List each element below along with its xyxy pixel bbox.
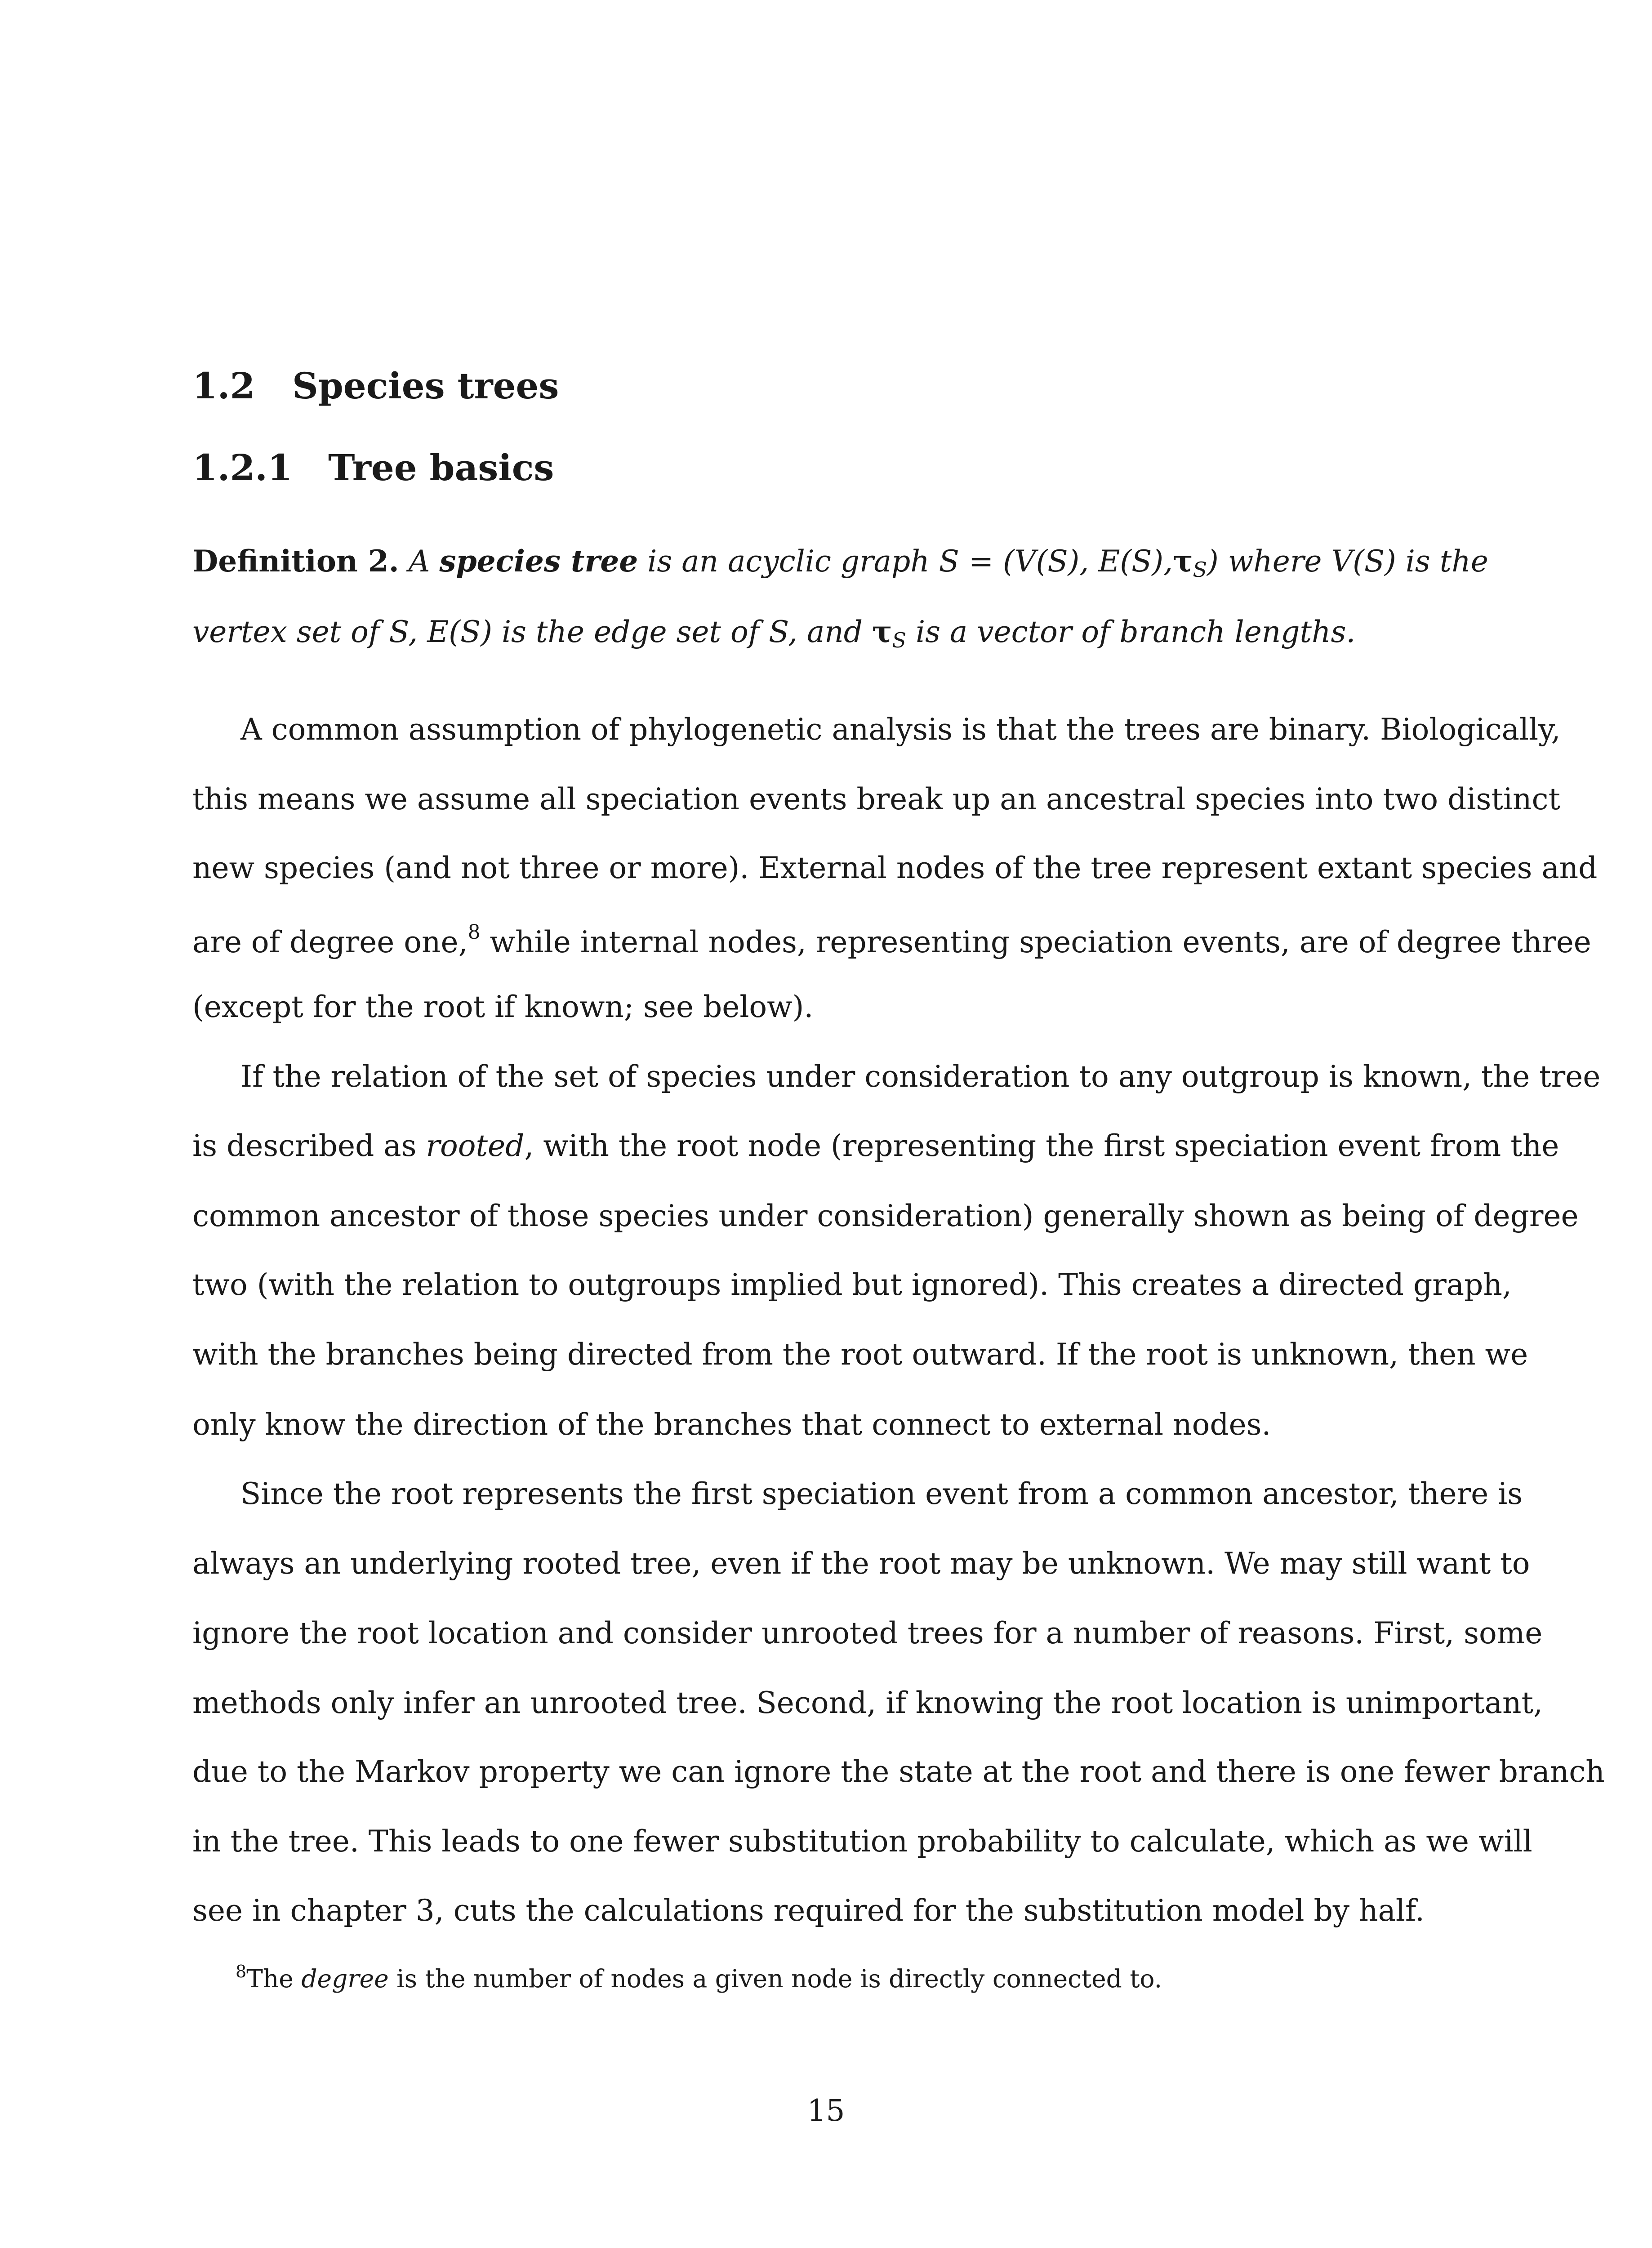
tau-symbol: τ [1173, 544, 1193, 579]
page-number: 15 [807, 2093, 845, 2128]
paragraph-line: common ancestor of those species under consideration) generally shown as being of degree [192, 1199, 1579, 1233]
footnote-mark: 8 [236, 1962, 247, 1981]
definition-text: vertex set of S, E(S) is the edge set of S, and [192, 615, 863, 649]
footnote [236, 1963, 1162, 1991]
definition-text: is an acyclic graph S = (V(S), E(S), [647, 544, 1173, 579]
definition-text: is a vector of branch lengths. [915, 615, 1356, 649]
paragraph-line [192, 1128, 1559, 1163]
section-heading [192, 365, 559, 407]
paragraph-line: new species (and not three or more). External nodes of the tree represent extant species and [192, 851, 1598, 885]
section-number: 1.2 [192, 365, 255, 407]
paragraph-line: in the tree. This leads to one fewer substitution probability to calculate, which as we will [192, 1824, 1532, 1859]
paragraph-line: methods only infer an unrooted tree. Second, if knowing the root location is unimportant, [192, 1686, 1543, 1720]
paragraph-line: If the relation of the set of species under consideration to any outgroup is known, the tree [240, 1059, 1601, 1094]
defined-term: species tree [439, 544, 638, 579]
tau-subscript: S [1193, 558, 1207, 582]
footnote-text: The [246, 1964, 294, 1993]
paragraph-line: ignore the root location and consider unrooted trees for a number of reasons. First, some [192, 1616, 1543, 1650]
paragraph-line: with the branches being directed from the root outward. If the root is unknown, then we [192, 1337, 1528, 1372]
paragraph-line: see in chapter 3, cuts the calculations required for the substitution model by half. [192, 1893, 1425, 1928]
paragraph-line: always an underlying rooted tree, even if the root may be unknown. We may still want to [192, 1546, 1530, 1581]
subsection-heading [192, 446, 554, 489]
subsection-number: 1.2.1 [192, 446, 293, 489]
paragraph-text: , with the root node (representing the first speciation event from the [524, 1128, 1559, 1163]
definition-line-2 [192, 614, 1456, 652]
definition-text: A [408, 544, 430, 579]
footnote-reference[interactable]: 8 [468, 921, 481, 944]
paragraph-line: (except for the root if known; see below). [192, 990, 814, 1024]
paragraph-line: only know the direction of the branches that connect to external nodes. [192, 1407, 1271, 1442]
paragraph-line: Since the root represents the first speciation event from a common ancestor, there is [240, 1476, 1523, 1511]
paragraph-line: this means we assume all speciation events break up an ancestral species into two distinct [192, 782, 1560, 816]
footnote-emphasis: degree [301, 1964, 389, 1993]
definition-text: ) where V(S) is the [1207, 544, 1488, 579]
tau-subscript: S [892, 628, 906, 652]
subsection-title: Tree basics [328, 446, 554, 489]
paragraph-line: two (with the relation to outgroups implied but ignored). This creates a directed graph, [192, 1267, 1512, 1302]
definition-line-1 [192, 544, 1488, 582]
paragraph-line [192, 921, 1591, 959]
section-title: Species trees [292, 365, 559, 407]
tau-symbol: τ [872, 614, 892, 649]
paragraph-line: due to the Markov property we can ignore the state at the root and there is one fewer branch [192, 1754, 1605, 1789]
paragraph-text: are of degree one, [192, 925, 468, 959]
paragraph-text: while internal nodes, representing speciation events, are of degree three [480, 925, 1591, 959]
footnote-text: is the number of nodes a given node is directly connected to. [396, 1964, 1162, 1993]
paragraph-text: is described as [192, 1128, 417, 1163]
definition-label: Definition 2. [192, 544, 399, 579]
paragraph-line: A common assumption of phylogenetic analysis is that the trees are binary. Biologically, [240, 712, 1561, 747]
emphasis-rooted: rooted [426, 1128, 525, 1163]
